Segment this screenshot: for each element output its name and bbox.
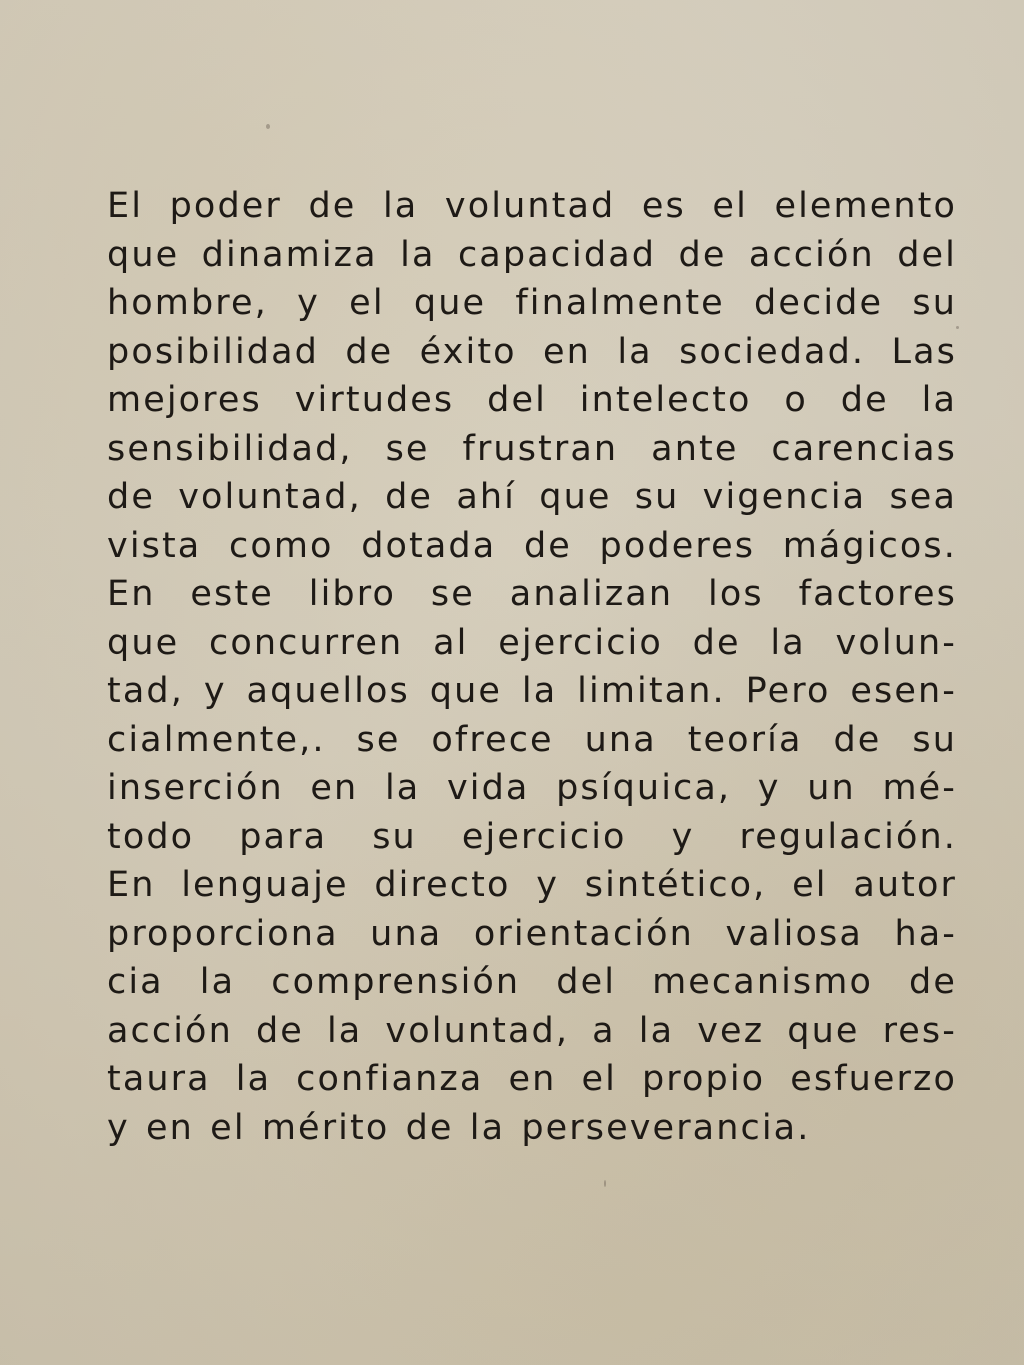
blurb-line: hombre, y el que finalmente decide su [107, 283, 957, 323]
blurb-line: mejores virtudes del intelecto o de la [107, 380, 957, 420]
blurb-line: que dinamiza la capacidad de acción del [107, 234, 957, 275]
blurb-line: que concurren al ejercicio de la volun- [107, 622, 957, 663]
paper-speck [266, 124, 270, 129]
blurb-line: El poder de la voluntad es el elemento [107, 186, 957, 226]
blurb-line: sensibilidad, se frustran ante carencias [107, 428, 957, 469]
blurb-line: tad, y aquellos que la limitan. Pero esen- [107, 671, 957, 711]
blurb-line: proporciona una orientación valiosa ha- [107, 913, 957, 954]
blurb-line: y en el mérito de la perseverancia. [107, 1107, 811, 1148]
blurb-line: inserción en la vida psíquica, y un mé- [107, 768, 957, 808]
back-cover-blurb [107, 182, 957, 1152]
blurb-line: cialmente,. se ofrece una teoría de su [107, 719, 957, 760]
blurb-line: En lenguaje directo y sintético, el autor [107, 865, 957, 905]
blurb-line: En este libro se analizan los factores [107, 574, 957, 614]
blurb-line: posibilidad de éxito en la sociedad. Las [107, 331, 957, 372]
blurb-line: cia la comprensión del mecanismo de [107, 962, 957, 1002]
blurb-line: acción de la voluntad, a la vez que res- [107, 1010, 957, 1051]
blurb-line: todo para su ejercicio y regulación. [107, 816, 957, 857]
blurb-line: taura la confianza en el propio esfuerzo [107, 1059, 957, 1099]
paper-speck [604, 1180, 606, 1187]
blurb-line: vista como dotada de poderes mágicos. [107, 525, 957, 566]
blurb-line: de voluntad, de ahí que su vigencia sea [107, 477, 957, 517]
